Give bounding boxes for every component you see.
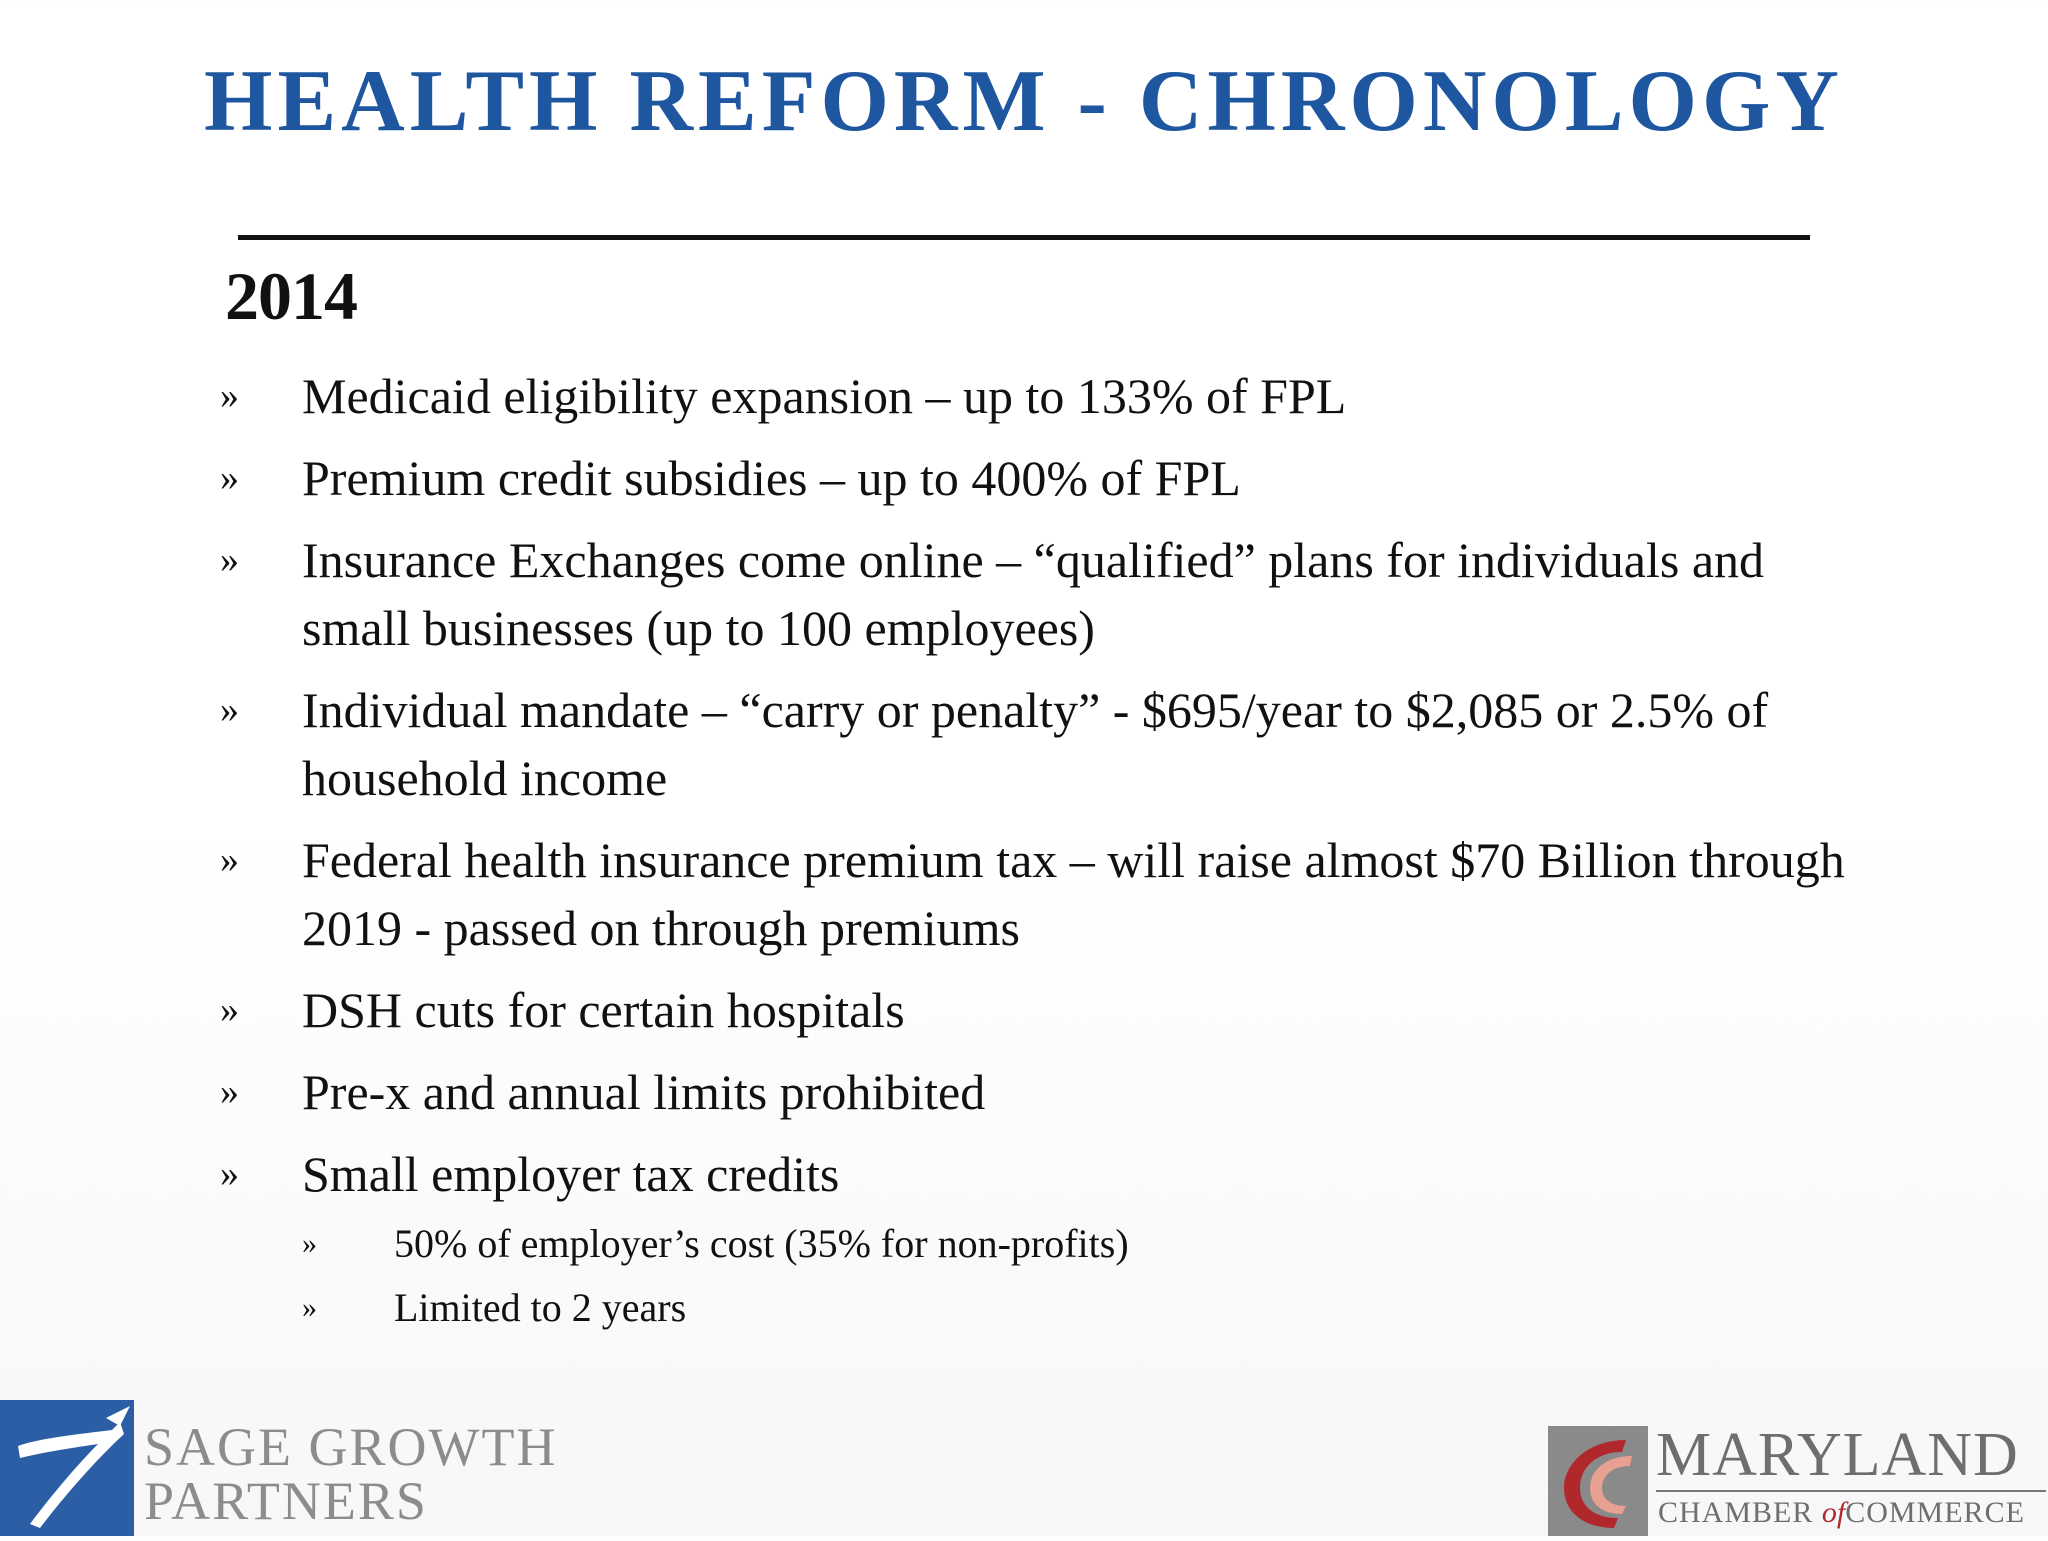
bullet-item: [220, 362, 1880, 430]
bullet-item: [220, 1058, 1880, 1126]
chamber-text: CHAMBER: [1658, 1496, 1822, 1529]
bullet-text: Medicaid eligibility expansion – up to 133% of FPL: [302, 368, 1347, 424]
maryland-chamber-mark-icon: [1548, 1426, 1648, 1536]
sage-growth-wordmark: [144, 1417, 558, 1531]
maryland-chamber-logo: [1548, 1422, 2048, 1536]
bullet-marker-icon: »: [220, 457, 239, 499]
sub-bullet-list: [302, 1212, 1880, 1340]
sub-bullet-marker-icon: »: [302, 1291, 317, 1324]
bullet-text: Insurance Exchanges come online – “qualified” plans for individuals and small businesses (up to 100 employees): [302, 532, 1765, 656]
bullet-text: Pre-x and annual limits prohibited: [302, 1064, 986, 1120]
chamber-of-commerce-text: [1658, 1498, 2025, 1528]
bullet-item: [220, 526, 1880, 662]
commerce-text: COMMERCE: [1845, 1496, 2025, 1529]
bullet-item: [220, 444, 1880, 512]
of-text: of: [1821, 1496, 1846, 1529]
sub-bullet-text: Limited to 2 years: [394, 1285, 687, 1330]
bullet-marker-icon: »: [220, 539, 239, 581]
bullet-marker-icon: »: [220, 1153, 239, 1195]
bullet-marker-icon: »: [220, 839, 239, 881]
bullet-item: [220, 676, 1880, 812]
sage-growth-line2: PARTNERS: [144, 1471, 428, 1531]
sub-bullet-text: 50% of employer’s cost (35% for non-profits): [394, 1221, 1129, 1266]
sub-bullet-item: [302, 1212, 1880, 1276]
bullet-item: [220, 1140, 1880, 1340]
year-heading: 2014: [225, 258, 357, 334]
bullet-text: Federal health insurance premium tax – will raise almost $70 Billion through 2019 - passed on through premiums: [302, 832, 1845, 956]
bullet-marker-icon: »: [220, 689, 239, 731]
sage-growth-partners-logo: [0, 1400, 560, 1536]
bullet-text: Premium credit subsidies – up to 400% of FPL: [302, 450, 1241, 506]
bullet-text: Individual mandate – “carry or penalty” - $695/year to $2,085 or 2.5% of household income: [302, 682, 1769, 806]
bullet-list: [220, 362, 1880, 1354]
sage-growth-mark-icon: [0, 1400, 134, 1536]
bullet-marker-icon: »: [220, 989, 239, 1031]
bullet-marker-icon: »: [220, 1071, 239, 1113]
sub-bullet-marker-icon: »: [302, 1227, 317, 1260]
bullet-text: Small employer tax credits: [302, 1146, 840, 1202]
bullet-item: [220, 976, 1880, 1044]
bullet-text: DSH cuts for certain hospitals: [302, 982, 905, 1038]
maryland-wordmark: MARYLAND: [1656, 1421, 2019, 1489]
sub-bullet-item: [302, 1276, 1880, 1340]
maryland-logo-divider: [1656, 1490, 2046, 1492]
slide-title: HEALTH REFORM - CHRONOLOGY: [204, 53, 1844, 150]
bullet-item: [220, 826, 1880, 962]
bullet-marker-icon: »: [220, 375, 239, 417]
title-divider: [238, 235, 1810, 240]
sage-growth-line1: SAGE GROWTH: [144, 1417, 558, 1477]
